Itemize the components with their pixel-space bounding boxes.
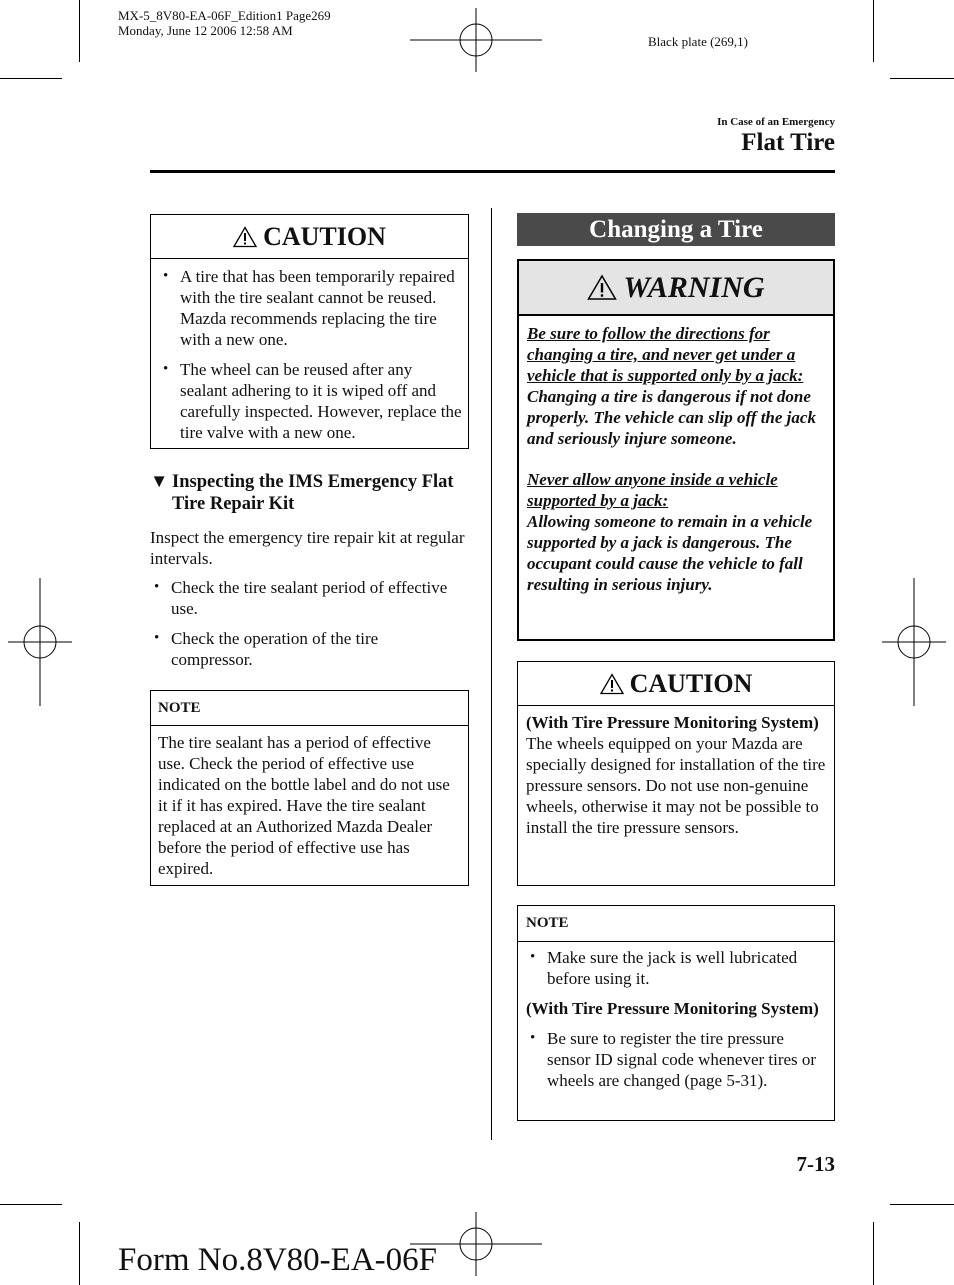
note-content bbox=[518, 942, 834, 1091]
list-item: • Check the operation of the tire compressor. bbox=[150, 628, 450, 670]
crop-mark bbox=[0, 78, 62, 79]
list-item: • Be sure to register the tire pressure sensor ID signal code whenever tires or wheels are changed (page 5-31). bbox=[526, 1028, 828, 1091]
warning-triangle-icon bbox=[587, 274, 617, 301]
subheading-text: Inspecting the IMS Emergency Flat Tire Repair Kit bbox=[172, 472, 454, 514]
list-item: • A tire that has been temporarily repaired with the tire sealant cannot be reused. Mazda recommends replacing the tire with a new one. bbox=[159, 266, 462, 350]
warning-header bbox=[519, 261, 833, 316]
crop-mark bbox=[890, 1204, 954, 1205]
banner-title: Changing a Tire bbox=[589, 215, 763, 243]
warning-title: WARNING bbox=[623, 270, 765, 304]
form-number: Form No.8V80-EA-06F bbox=[118, 1242, 437, 1278]
caution-header bbox=[151, 215, 468, 259]
note-list bbox=[526, 1028, 828, 1091]
crop-mark bbox=[873, 0, 874, 62]
plate-label: Black plate (269,1) bbox=[648, 34, 748, 49]
crop-mark bbox=[0, 1204, 62, 1205]
warning-text: Allowing someone to remain in a vehicle supported by a jack is dangerous. The occupant could cause the vehicle to fall resulting in serious injury. bbox=[527, 512, 813, 594]
intro-paragraph: Inspect the emergency tire repair kit at regular intervals. bbox=[150, 528, 465, 568]
note-list bbox=[526, 947, 828, 989]
warning-triangle-icon bbox=[600, 673, 624, 695]
caution-list bbox=[151, 259, 468, 443]
caution-box bbox=[150, 214, 469, 449]
file-name: MX-5_8V80-EA-06F_Edition1 Page269 bbox=[118, 8, 331, 23]
caution-text: The wheels equipped on your Mazda are specially designed for installation of the tire pressure sensors. Do not use non-genuine wheels, otherwise it may not be possible to install the tire pressure sensors. bbox=[526, 734, 826, 837]
warning-triangle-icon bbox=[233, 226, 257, 248]
page-title: Flat Tire bbox=[741, 129, 835, 156]
list-item: • Check the tire sealant period of effective use. bbox=[150, 577, 450, 619]
note-header bbox=[518, 906, 834, 942]
header-rule bbox=[150, 170, 835, 173]
crop-mark bbox=[79, 0, 80, 62]
note-heading: (With Tire Pressure Monitoring System) bbox=[526, 999, 819, 1018]
page-number: 7-13 bbox=[796, 1152, 835, 1176]
note-title: NOTE bbox=[158, 699, 201, 716]
caution-heading: (With Tire Pressure Monitoring System) bbox=[526, 713, 819, 732]
check-list bbox=[150, 577, 450, 670]
note-box bbox=[150, 690, 469, 886]
column-divider bbox=[491, 208, 492, 1140]
crop-mark bbox=[890, 78, 954, 79]
list-item: • Make sure the jack is well lubricated before using it. bbox=[526, 947, 828, 989]
caution-title: CAUTION bbox=[263, 221, 386, 251]
caution-title: CAUTION bbox=[629, 668, 753, 698]
warning-box bbox=[517, 259, 835, 641]
crop-mark bbox=[79, 1222, 80, 1285]
list-item: • The wheel can be reused after any sealant adhering to it is wiped off and carefully inspected. However, replace the tire valve with a new one. bbox=[159, 359, 462, 443]
registration-mark bbox=[8, 578, 72, 706]
registration-mark bbox=[882, 578, 946, 706]
warning-heading: Be sure to follow the directions for changing a tire, and never get under a vehicle that is supported only by a jack: bbox=[527, 324, 804, 385]
warning-text: Changing a tire is dangerous if not done properly. The vehicle can slip off the jack and seriously injure someone. bbox=[527, 387, 816, 448]
note-header bbox=[151, 691, 468, 726]
triangle-down-icon: ▼ bbox=[150, 472, 169, 492]
note-box bbox=[517, 905, 835, 1121]
registration-mark bbox=[410, 8, 542, 72]
caution-header bbox=[518, 662, 834, 706]
note-body: The tire sealant has a period of effective use. Check the period of effective use indicated on the bottle label and do not use it if it has expired. Have the tire sealant replaced at an Authorized Mazda Dealer before the period of effective use has expired. bbox=[158, 733, 450, 878]
file-date: Monday, June 12 2006 12:58 AM bbox=[118, 23, 293, 38]
warning-heading: Never allow anyone inside a vehicle supported by a jack: bbox=[527, 470, 778, 510]
note-title: NOTE bbox=[526, 915, 569, 931]
caution-box bbox=[517, 661, 835, 886]
crop-mark bbox=[873, 1222, 874, 1285]
section-banner bbox=[517, 213, 835, 246]
warning-body bbox=[519, 316, 833, 595]
subheading bbox=[150, 471, 469, 515]
file-info bbox=[118, 8, 331, 38]
caution-content bbox=[518, 706, 834, 838]
section-label: In Case of an Emergency bbox=[717, 116, 835, 128]
